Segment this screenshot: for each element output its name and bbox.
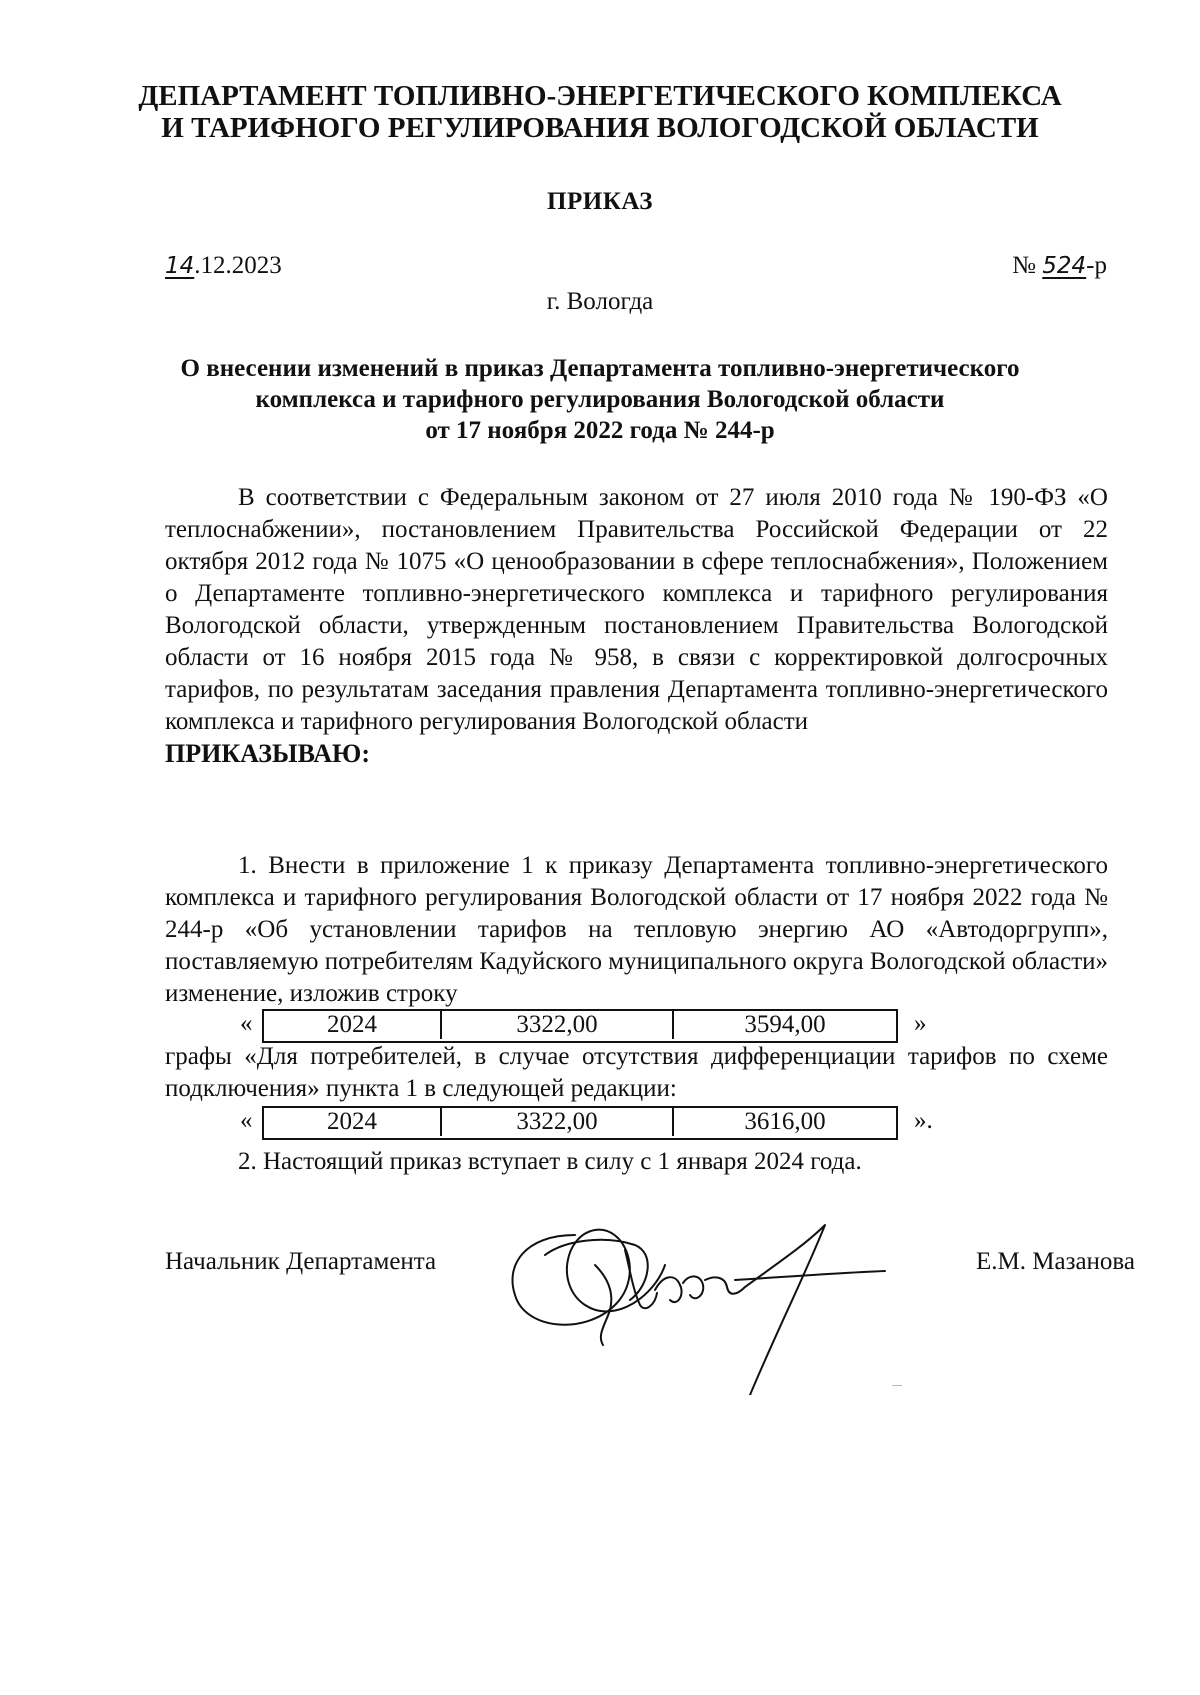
order-date-rest: .12.2023 — [194, 252, 282, 279]
order-date-day: 14 — [165, 253, 195, 279]
preamble-text: В соответствии с Федеральным законом от 27 июля 2010 года № 190-ФЗ «О теплоснабжении», постановлением Правительства Российской Федерации от 22 октября 2012 года № 1075 «О ценообразовании в сфере теплоснабжения», Положением о Департаменте топливно-энергетического комплекса и тарифного регулирования Вологодской области, утвержденным постановлением Правительства Вологодской области от 16 ноября 2015 года № 958, в связи с корректировкой долгосрочных тарифов, по результатам заседания правления Департамента топливно-энергетического комплекса и тарифного регулирования Вологодской области — [165, 484, 1108, 735]
order-number — [1012, 252, 1107, 280]
order-subject — [0, 353, 1200, 446]
order-number-prefix: № — [1012, 252, 1043, 279]
department-header-line1: ДЕПАРТАМЕНТ ТОПЛИВНО-ЭНЕРГЕТИЧЕСКОГО КОМПЛЕКСА — [138, 80, 1062, 112]
new-row-year: 2024 — [264, 1108, 442, 1136]
order-subject-line2: комплекса и тарифного регулирования Вологодской области — [255, 386, 945, 413]
new-row-value-1: 3322,00 — [442, 1108, 674, 1136]
new-row-value-2: 3616,00 — [744, 1108, 826, 1135]
item-2 — [165, 1146, 1108, 1178]
handwritten-signature — [505, 1195, 905, 1395]
new-row-close-quote: ». — [914, 1107, 933, 1134]
order-number-value: 524 — [1042, 253, 1087, 279]
new-row-cells — [262, 1106, 898, 1140]
item-1 — [165, 850, 1108, 1010]
item-1-middle-text: графы «Для потребителей, в случае отсутствия дифференциации тарифов по схеме подключения» пункта 1 в следующей редакции: — [165, 1043, 1108, 1102]
order-word: ПРИКАЗЫВАЮ: — [165, 739, 370, 768]
signatory-name: Е.М. Мазанова — [976, 1248, 1135, 1275]
new-row-open-quote: « — [240, 1107, 253, 1134]
signatory-position: Начальник Департамента — [165, 1248, 437, 1275]
old-row-cells — [262, 1009, 898, 1043]
scan-artifact — [892, 1385, 902, 1386]
old-row-value-2: 3594,00 — [744, 1011, 826, 1038]
old-row-year: 2024 — [264, 1011, 442, 1039]
old-row-value-1: 3322,00 — [442, 1011, 674, 1039]
old-row-open-quote: « — [240, 1010, 253, 1037]
city: г. Вологда — [546, 288, 654, 315]
item-2-text: 2. Настоящий приказ вступает в силу с 1 января 2024 года. — [238, 1148, 862, 1175]
department-header-line2: И ТАРИФНОГО РЕГУЛИРОВАНИЯ ВОЛОГОДСКОЙ ОБЛАСТИ — [161, 112, 1039, 144]
preamble — [165, 482, 1108, 770]
item-1-middle — [165, 1041, 1108, 1105]
order-number-suffix: -р — [1086, 252, 1107, 279]
order-subject-line3: от 17 ноября 2022 года № 244-р — [425, 417, 775, 444]
order-date — [165, 252, 282, 280]
document-type-title: ПРИКАЗ — [547, 188, 653, 215]
old-row-close-quote: » — [914, 1010, 927, 1037]
order-subject-line1: О внесении изменений в приказ Департамента топливно-энергетического — [180, 355, 1020, 382]
item-1-text: 1. Внести в приложение 1 к приказу Департамента топливно-энергетического комплекса и тарифного регулирования Вологодской области от 17 ноября 2022 года № 244-р «Об установлении тарифов на тепловую энергию АО «Автодоргрупп», поставляемую потребителям Кадуйского муниципального округа Вологодской области» изменение, изложив строку — [165, 852, 1108, 1007]
